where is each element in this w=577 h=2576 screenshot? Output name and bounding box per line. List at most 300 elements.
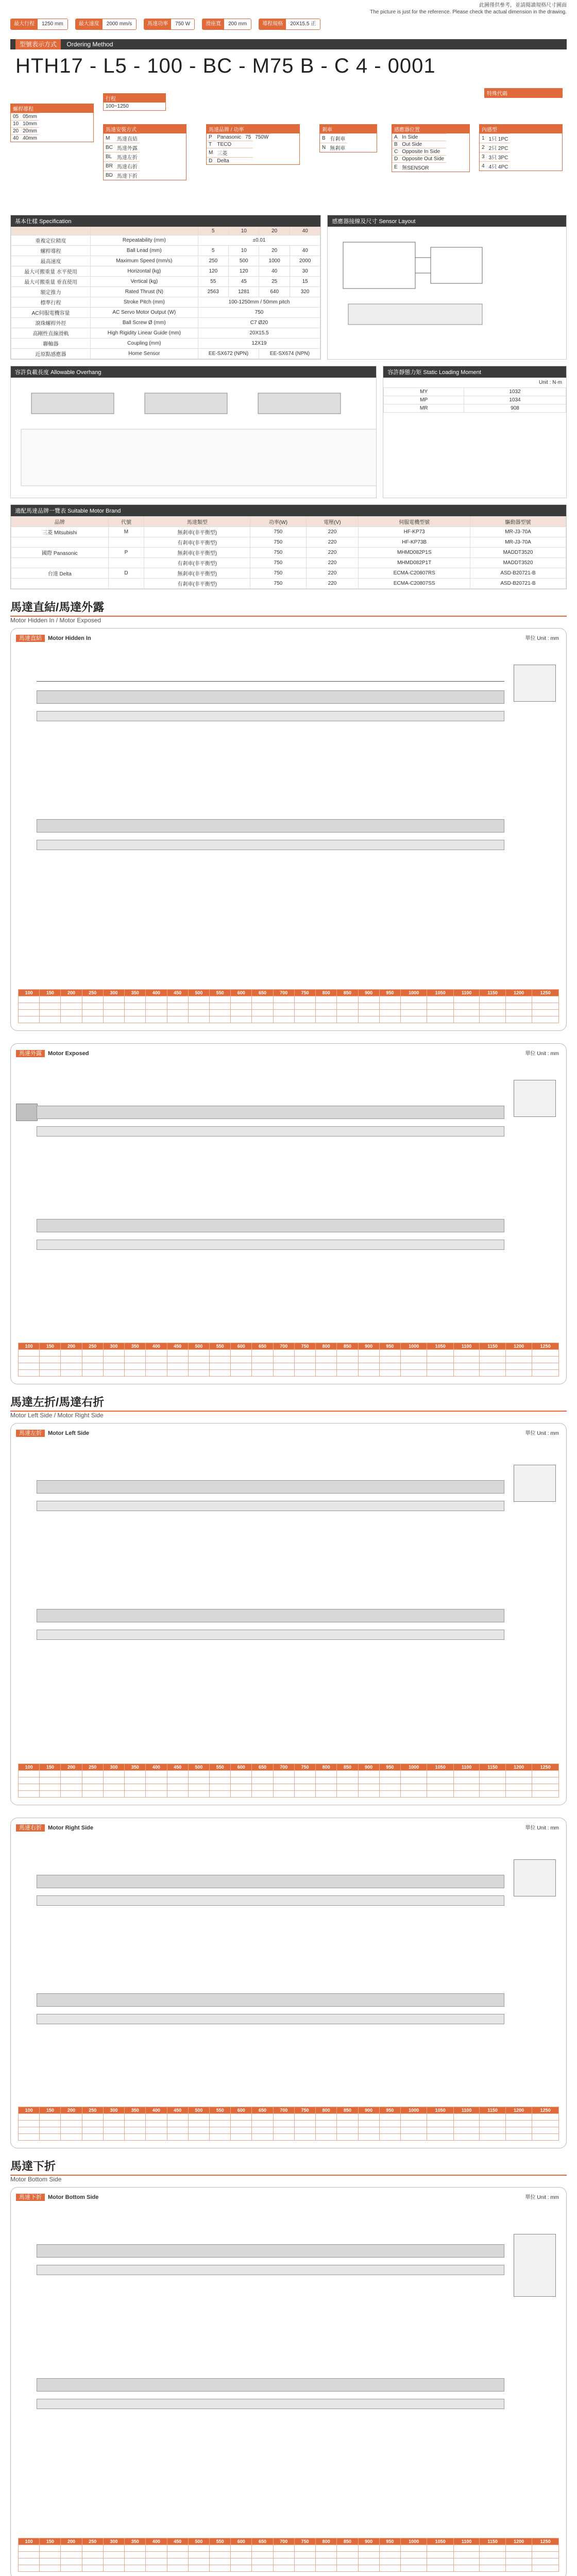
table-cell [146,1350,167,1357]
table-cell [505,1784,532,1791]
table-cell [294,2552,315,2558]
table-cell [103,2114,124,2121]
table-cell [505,2552,532,2558]
table-cell [273,996,294,1003]
table-cell [188,2558,209,2565]
table-cell [316,1771,337,1777]
table-cell: MADDT3520 [470,548,566,558]
stroke-header: 250 [82,990,103,996]
table-cell [188,1363,209,1370]
table-cell [252,2134,273,2141]
table-cell [453,2121,479,2127]
table-cell [167,2558,188,2565]
table-header [91,227,198,235]
table-cell [400,1784,427,1791]
table-cell [294,1010,315,1016]
table-cell [316,1016,337,1023]
table-cell [379,2127,400,2134]
stroke-header: 150 [40,1764,61,1771]
table-cell [167,2121,188,2127]
table-cell [358,2134,379,2141]
table-row [19,996,559,1003]
table-cell [337,1357,358,1363]
spec-label-en: AC Servo Motor Output (W) [91,308,198,318]
table-cell [188,1003,209,1010]
stroke-header: 100 [19,990,40,996]
stroke-header: 400 [146,2538,167,2545]
table-cell [61,2121,82,2127]
table-cell [358,1370,379,1377]
table-cell [273,1010,294,1016]
table-cell: 1 [480,134,487,143]
stroke-header: 1000 [400,2538,427,2545]
table-cell [243,158,253,165]
table-cell [19,996,40,1003]
stroke-header: 650 [252,2107,273,2114]
stroke-header: 100 [19,1764,40,1771]
table-cell [316,996,337,1003]
spec-label: 螺桿導程 [11,246,91,256]
table-cell [400,1370,427,1377]
table-cell [316,1003,337,1010]
table-cell [188,1010,209,1016]
stroke-header: 300 [103,990,124,996]
table-cell [108,579,144,589]
table-cell [358,1784,379,1791]
table-cell [400,1357,427,1363]
table-cell [400,996,427,1003]
legend-sensor-count: 內感型 1 1只 1PC 2 2只 2PC 3 3只 3PC 4 4只 4PC [479,124,563,171]
table-cell [188,1771,209,1777]
table-cell: 馬達直結 [115,134,140,143]
table-row [11,537,566,548]
table-cell [379,1771,400,1777]
table-cell: 1034 [464,396,566,404]
table-cell [61,2545,82,2552]
stroke-header: 900 [358,2107,379,2114]
table-cell [188,996,209,1003]
table-cell [453,2127,479,2134]
table-cell [337,1016,358,1023]
table-cell [337,2552,358,2558]
table-row [480,152,510,162]
table-cell: 10mm [21,121,39,128]
stroke-header: 350 [125,1343,146,1350]
table-cell [273,1003,294,1010]
stroke-header: 750 [294,1764,315,1771]
table-cell [427,1010,454,1016]
stroke-header: 350 [125,1764,146,1771]
table-cell [273,1016,294,1023]
table-cell [231,1003,252,1010]
motor-brand-card: 適配馬達品牌一覽表 Suitable Motor Brand 品牌 代號 馬達類型 功率(W) 電壓(V) 伺服電機型號 驅動器型號 三菱 Mitsubishi M 無剎車(非平衡型) 750 220 HF-KP73 MR-J3-70A 有剎車(非平衡型) 750 220 HF-KP73B MR-J3-70A 國際 Panasonic P 無剎車(非平衡型) 750 220 MHMD082P1S MADDT3520 有剎車(非平衡型) 750 220 MHMD082P1T MADDT3520 台達 Delta D 無剎車(非平衡型) 750 220 ECMA-C20807RS ASD-B20721-B 有剎車(非平衡型) 750 220 ECMA-C20807SS ASD-B20721-B [10,504,567,589]
stroke-header: 750 [294,1343,315,1350]
spec-value: 1000 [259,256,290,266]
table-cell [532,2127,559,2134]
table-cell [231,1010,252,1016]
table-cell [316,1010,337,1016]
table-cell [125,2114,146,2121]
table-cell [61,2552,82,2558]
table-cell [453,1363,479,1370]
table-cell: 10 [11,121,21,128]
stroke-header: 600 [231,1343,252,1350]
ordering-section-header: 型號表示方式 Ordering Method [10,39,567,49]
spec-label: 額定推力 [11,287,91,297]
table-row [19,2107,559,2114]
table-cell [358,2552,379,2558]
table-cell: 馬達下折 [115,171,140,180]
table-cell [40,2545,61,2552]
spec-pill-value: 20X15.5 正 [286,19,320,29]
table-cell [61,2114,82,2121]
stroke-header: 850 [337,1764,358,1771]
table-cell [337,1777,358,1784]
table-cell [505,996,532,1003]
table-cell [337,1010,358,1016]
table-cell [167,1016,188,1023]
table-cell [273,1791,294,1798]
table-cell [480,2552,505,2558]
drawing-motor-hidden: 馬達直結 Motor Hidden In 單位 Unit : mm 100 150 200 250 300 350 400 450 500 550 600 650 700 750 800 850 900 950 1000 1050 1100 1150 1200 1250 [10,628,567,1031]
table-row [392,148,446,156]
table-cell [231,1771,252,1777]
table-cell [316,2545,337,2552]
table-cell [400,1777,427,1784]
table-row [19,2565,559,2572]
table-cell [505,2545,532,2552]
table-cell [167,1784,188,1791]
table-cell [19,1784,40,1791]
table-cell [480,1784,505,1791]
table-row [11,256,320,266]
legend-brake: 剎車 B 有剎車 N 無剎車 [319,124,377,152]
stroke-header: 700 [273,2107,294,2114]
table-cell [82,1784,103,1791]
table-cell [188,2121,209,2127]
table-cell [103,2558,124,2565]
table-cell [82,2558,103,2565]
table-cell [146,2127,167,2134]
table-row [19,2545,559,2552]
table-cell [379,2565,400,2572]
drawing-motor-right: 馬達右折 Motor Right Side 單位 Unit : mm 100 150 200 250 300 350 400 450 500 550 600 650 700 750 800 850 900 950 1000 1050 1100 1150 1200 1250 [10,1818,567,2148]
table-cell [103,1350,124,1357]
table-cell [273,1357,294,1363]
stroke-header: 400 [146,2107,167,2114]
table-cell: In Side [400,134,446,141]
spec-pill-value: 1250 mm [38,19,67,29]
table-cell [252,1003,273,1010]
table-cell [125,1784,146,1791]
table-cell [252,2558,273,2565]
stroke-header: 1200 [505,1343,532,1350]
table-cell [316,1363,337,1370]
spec-label-en: Horizontal (kg) [91,266,198,277]
stroke-header: 850 [337,2107,358,2114]
spec-value: 40 [290,246,320,256]
spec-value: 120 [229,266,259,277]
stroke-header: 500 [188,1343,209,1350]
table-cell [82,2121,103,2127]
table-row [19,1016,559,1023]
spec-value: 20X15.5 [198,328,320,338]
overhang-diagram [11,378,376,496]
table-cell [358,1010,379,1016]
table-cell [11,537,109,548]
table-cell [188,1791,209,1798]
table-cell [231,1370,252,1377]
table-row [19,2121,559,2127]
table-cell [337,1791,358,1798]
table-cell [358,1791,379,1798]
table-cell [146,1370,167,1377]
table-cell [453,1777,479,1784]
stroke-header: 950 [379,2538,400,2545]
table-row [320,143,347,152]
table-cell [252,1370,273,1377]
table-row [19,2558,559,2565]
table-cell [427,1357,454,1363]
table-cell [188,1357,209,1363]
allowable-overhang-card: 容許負載長度 Allowable Overhang [10,366,377,498]
table-cell [146,996,167,1003]
table-cell [337,2127,358,2134]
section-title-leftright: 馬達左折/馬達右折 [10,1394,567,1412]
table-cell [505,1003,532,1010]
table-cell [400,2558,427,2565]
table-cell: D [207,158,215,165]
table-row [207,141,270,148]
table-cell: 馬達外露 [115,143,140,152]
table-cell [146,1010,167,1016]
table-cell [82,1016,103,1023]
table-cell: P [207,134,215,141]
table-cell [273,2565,294,2572]
table-cell: 無剎車 [328,143,347,152]
table-cell [125,1777,146,1784]
spec-label: 最高速度 [11,256,91,266]
stroke-header: 150 [40,1343,61,1350]
spec-pill [75,19,137,30]
table-cell [252,1363,273,1370]
table-cell [427,996,454,1003]
table-cell [82,2127,103,2134]
table-cell [400,1016,427,1023]
table-cell: 1只 1PC [487,134,511,143]
table-cell [61,1777,82,1784]
table-row [19,1357,559,1363]
table-cell [188,2565,209,2572]
table-cell [19,2134,40,2141]
stroke-header: 1200 [505,1764,532,1771]
stroke-header: 1200 [505,2107,532,2114]
table-cell: TECO [215,141,243,148]
table-cell [358,1350,379,1357]
table-cell [358,996,379,1003]
stroke-header: 1250 [532,1343,559,1350]
stroke-header: 950 [379,1343,400,1350]
table-cell [252,2565,273,2572]
table-cell [273,2545,294,2552]
table-cell [453,2545,479,2552]
table-cell [252,1016,273,1023]
spec-value: 30 [290,266,320,277]
table-cell [19,1003,40,1010]
stroke-header: 1200 [505,2538,532,2545]
spec-pill-value: 2000 mm/s [103,19,136,29]
table-cell [40,1784,61,1791]
stroke-header: 800 [316,2538,337,2545]
table-cell [316,2552,337,2558]
table-row [11,579,566,589]
table-cell [103,1791,124,1798]
spec-label-en: High Rigidity Linear Guide (mm) [91,328,198,338]
stroke-header: 150 [40,2107,61,2114]
table-cell [316,1791,337,1798]
table-cell [316,1784,337,1791]
stroke-header: 100 [19,2538,40,2545]
table-cell [252,1791,273,1798]
table-cell [316,2558,337,2565]
table-cell [252,1010,273,1016]
table-cell: 750 [250,537,306,548]
stroke-header: 450 [167,990,188,996]
table-cell [480,2565,505,2572]
spec-label: 最大可搬重量 垂直使用 [11,277,91,287]
stroke-header: 400 [146,1343,167,1350]
table-cell [532,2134,559,2141]
table-cell [61,996,82,1003]
table-cell [337,996,358,1003]
spec-value: 250 [198,256,228,266]
table-cell [19,1363,40,1370]
table-cell [453,1016,479,1023]
table-cell [400,1003,427,1010]
table-cell [61,2558,82,2565]
table-cell [480,1350,505,1357]
table-cell: 20mm [21,128,39,135]
table-cell: M [108,527,144,537]
table-header: 代號 [108,517,144,527]
table-cell [19,2552,40,2558]
spec-label-en: Rated Thrust (N) [91,287,198,297]
table-cell [316,1357,337,1363]
table-cell [337,2134,358,2141]
table-cell [400,2114,427,2121]
table-cell [337,1784,358,1791]
table-cell [273,1363,294,1370]
table-cell [252,1777,273,1784]
stroke-header: 250 [82,2538,103,2545]
table-cell: 20 [11,128,21,135]
table-cell [231,1784,252,1791]
table-cell [294,1350,315,1357]
table-cell: B [320,134,328,143]
table-cell [209,1357,230,1363]
table-cell [146,2545,167,2552]
table-cell [316,2114,337,2121]
table-cell [40,2565,61,2572]
table-cell [167,1791,188,1798]
table-cell [209,2127,230,2134]
spec-value: 120 [198,266,228,277]
spec-pill-value: 200 mm [224,19,251,29]
table-cell [209,1010,230,1016]
table-cell: 750 [250,548,306,558]
table-cell [252,2545,273,2552]
stroke-header: 900 [358,1343,379,1350]
table-cell: 有剎車(非平衡型) [144,558,250,568]
table-row [19,1363,559,1370]
table-cell [480,996,505,1003]
table-cell [146,2558,167,2565]
table-cell [400,1350,427,1357]
table-cell [167,1771,188,1777]
table-cell [505,1016,532,1023]
table-header: 品牌 [11,517,109,527]
table-row [11,318,320,328]
table-cell [427,1771,454,1777]
table-cell [294,2134,315,2141]
table-cell [379,1791,400,1798]
table-header: 10 [229,227,259,235]
table-cell [400,1363,427,1370]
stroke-header: 700 [273,1343,294,1350]
table-cell [358,1771,379,1777]
table-cell [532,2114,559,2121]
stroke-header: 300 [103,1764,124,1771]
table-row [19,2114,559,2121]
stroke-header: 1000 [400,1343,427,1350]
spec-pill [144,19,195,30]
stroke-header: 1250 [532,990,559,996]
table-cell [40,1350,61,1357]
table-cell [19,2114,40,2121]
table-cell [480,2114,505,2121]
table-cell [103,2552,124,2558]
table-cell [125,2127,146,2134]
table-cell [82,2134,103,2141]
table-cell: MY [384,388,464,396]
table-cell [294,2114,315,2121]
table-cell [400,2127,427,2134]
stroke-header: 800 [316,2107,337,2114]
table-cell: Opposite In Side [400,148,446,156]
stroke-header: 500 [188,990,209,996]
table-cell [209,996,230,1003]
table-cell [400,2552,427,2558]
table-cell [453,2552,479,2558]
table-cell [61,1350,82,1357]
table-cell [231,1016,252,1023]
table-cell [167,996,188,1003]
table-cell [209,1784,230,1791]
table-cell [400,1771,427,1777]
spec-value: 2563 [198,287,228,297]
reference-note: 此圖僅供參考，並請閱讀規格尺寸圖面 The picture is just for the reference. Please check the actual dimension in the drawing. [370,3,567,15]
table-row [11,266,320,277]
table-cell [125,1010,146,1016]
table-row [104,171,140,180]
table-row [19,1791,559,1798]
table-cell [505,2565,532,2572]
spec-label-en: Vertical (kg) [91,277,198,287]
table-row [19,2134,559,2141]
table-cell [273,2552,294,2558]
table-cell [82,996,103,1003]
table-cell [61,1771,82,1777]
